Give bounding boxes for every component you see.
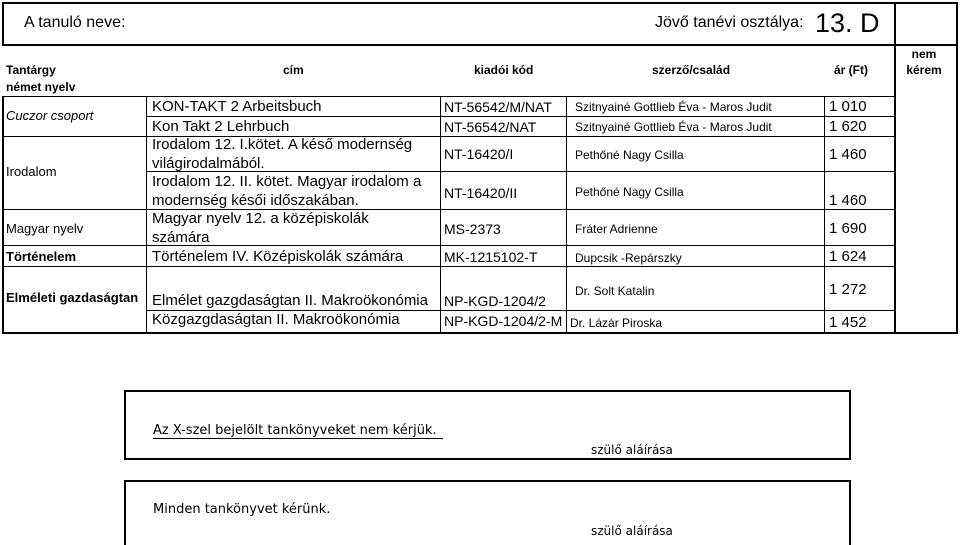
row-title: Magyar nyelv 12. a középiskolák számára bbox=[152, 210, 369, 246]
row-code: NP-KGD-1204/2-M bbox=[444, 313, 563, 329]
row-author: Pethőné Nagy Csilla bbox=[575, 185, 684, 199]
row-author: Szitnyainé Gottlieb Éva - Maros Judit bbox=[575, 100, 772, 114]
row-title: Kon Takt 2 Lehrbuch bbox=[152, 118, 290, 135]
class-value: 13. D bbox=[815, 8, 880, 38]
row-code: NP-KGD-1204/2 bbox=[444, 293, 546, 309]
col-author: szerző/család bbox=[652, 63, 731, 77]
col-code: kiadói kód bbox=[474, 63, 534, 77]
not-requested-statement: Az X-szel bejelölt tankönyveket nem kérjük. bbox=[153, 423, 437, 438]
parent-signature-label: szülő aláírása bbox=[591, 443, 673, 457]
row-title: Elmélet gazgdaságtan II. Makroökonómia bbox=[152, 292, 428, 309]
signature-box-all-requested bbox=[124, 480, 851, 545]
row-subject: Magyar nyelv bbox=[6, 221, 84, 236]
row-subject: Történelem bbox=[6, 249, 77, 264]
row-price: 1 010 bbox=[829, 98, 867, 115]
col-subject: Tantárgy bbox=[6, 63, 56, 77]
row-price: 1 460 bbox=[829, 192, 867, 209]
row-subject: Cuczor csoport bbox=[6, 108, 94, 123]
col-title: cím bbox=[283, 63, 304, 77]
row-author: Pethőné Nagy Csilla bbox=[575, 148, 684, 162]
row-title: Irodalom 12. II. kötet. Magyar irodalom a modernség késői időszakában. bbox=[152, 173, 422, 209]
row-price: 1 624 bbox=[829, 248, 867, 265]
row-code: NT-16420/I bbox=[444, 146, 514, 162]
parent-signature-label: szülő aláírása bbox=[591, 524, 673, 538]
col-price: ár (Ft) bbox=[834, 63, 868, 77]
row-author: Dr. Lázár Piroska bbox=[570, 316, 663, 330]
row-code: NT-16420/II bbox=[444, 185, 518, 201]
row-subject: Irodalom bbox=[6, 164, 57, 179]
all-requested-statement: Minden tankönyvet kérünk. bbox=[153, 502, 331, 517]
signature-box-not-requested bbox=[124, 390, 851, 460]
row-code: NT-56542/M/NAT bbox=[444, 99, 552, 115]
row-author: Dr. Solt Katalin bbox=[575, 284, 655, 298]
row-title: KON-TAKT 2 Arbeitsbuch bbox=[152, 98, 322, 115]
row-title: Történelem IV. Középiskolák számára bbox=[152, 248, 404, 265]
row-price: 1 452 bbox=[829, 314, 867, 331]
row-code: NT-56542/NAT bbox=[444, 119, 537, 135]
row-price: 1 620 bbox=[829, 118, 867, 135]
row-title: Irodalom 12. I.kötet. A késő modernség világirodalmából. bbox=[152, 136, 413, 172]
row-code: MS-2373 bbox=[444, 221, 501, 237]
row-author: Fráter Adrienne bbox=[575, 222, 658, 236]
col-not-requested: nem kérem bbox=[906, 47, 942, 77]
row-author: Szitnyainé Gottlieb Éva - Maros Judit bbox=[575, 120, 772, 134]
next-year-class-label: Jövő tanévi osztálya: bbox=[655, 14, 804, 31]
row-price: 1 460 bbox=[829, 146, 867, 163]
row-price: 1 690 bbox=[829, 220, 867, 237]
group-german: német nyelv bbox=[6, 80, 76, 94]
student-name-label: A tanuló neve: bbox=[24, 14, 126, 31]
row-code: MK-1215102-T bbox=[444, 249, 538, 265]
row-subject: Elméleti gazdaságtan bbox=[6, 290, 139, 305]
row-author: Dupcsik -Repárszky bbox=[575, 251, 682, 265]
row-title: Közgazgdaságtan II. Makroökonómia bbox=[152, 311, 400, 328]
row-price: 1 272 bbox=[829, 281, 867, 298]
